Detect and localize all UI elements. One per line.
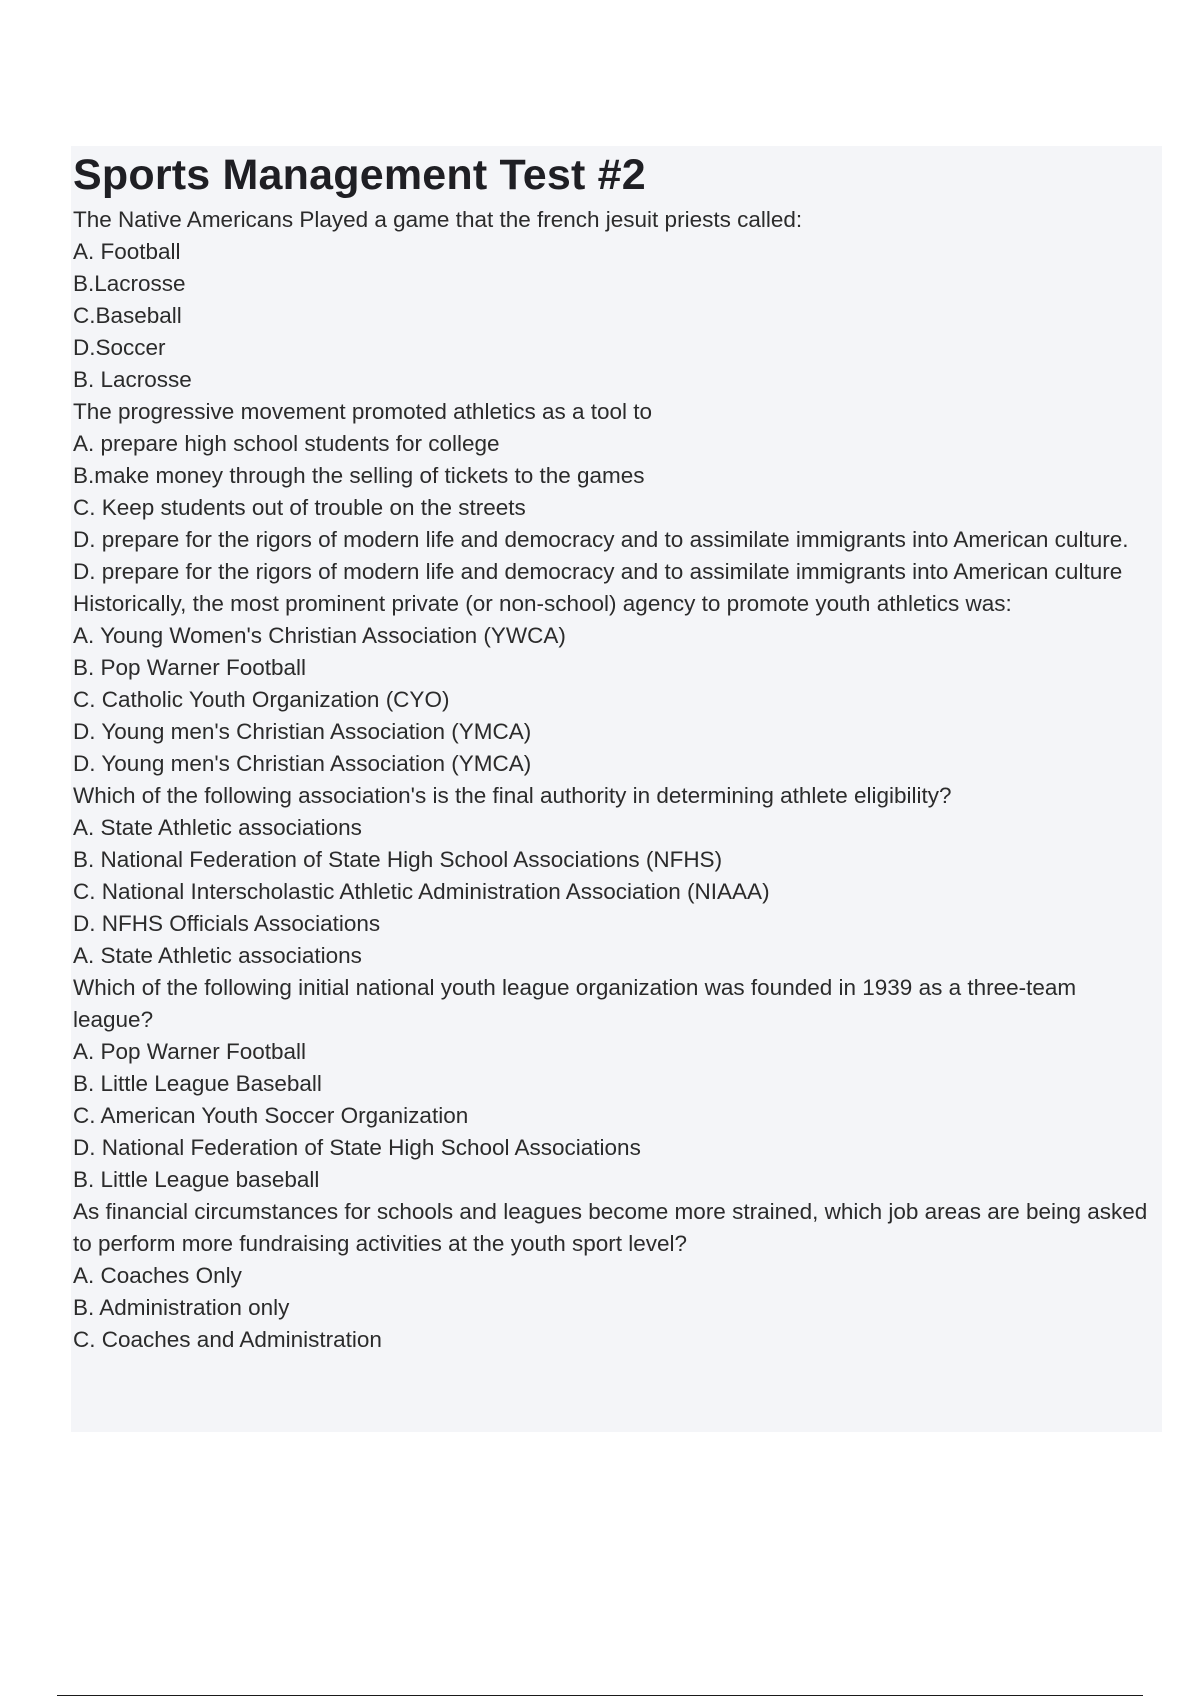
answer-option: D. NFHS Officials Associations — [73, 911, 381, 936]
answer-option: D. National Federation of State High School Associations — [73, 1135, 641, 1160]
answer-option: C. Keep students out of trouble on the streets — [73, 495, 526, 520]
answer-option: C. National Interscholastic Athletic Administration Association (NIAAA) — [73, 879, 770, 904]
question-text: Which of the following association's is the final authority in determining athlete eligibility? — [73, 783, 952, 808]
answer-option: B. Little League Baseball — [73, 1071, 322, 1096]
answer-option: A. Young Women's Christian Association (YWCA) — [73, 623, 566, 648]
page-footer-rule — [57, 1695, 1143, 1696]
answer-option: A. prepare high school students for college — [73, 431, 500, 456]
question-text: Historically, the most prominent private (or non-school) agency to promote youth athletics was: — [73, 591, 1012, 616]
correct-answer: D. prepare for the rigors of modern life and democracy and to assimilate immigrants into American culture — [73, 559, 1123, 584]
answer-option: B. Pop Warner Football — [73, 655, 307, 680]
document-content — [71, 146, 1162, 1432]
answer-option: B.Lacrosse — [73, 271, 186, 296]
answer-option: A. State Athletic associations — [73, 815, 362, 840]
answer-option: A. Coaches Only — [73, 1263, 242, 1288]
answer-option: C. American Youth Soccer Organization — [73, 1103, 469, 1128]
document-body — [73, 204, 1162, 1356]
answer-option: B.make money through the selling of tickets to the games — [73, 463, 645, 488]
correct-answer: B. Lacrosse — [73, 367, 192, 392]
correct-answer: D. Young men's Christian Association (YMCA) — [73, 751, 532, 776]
answer-option: A. Pop Warner Football — [73, 1039, 307, 1064]
question-text: Which of the following initial national youth league organization was founded in 1939 as a three-team league? — [73, 975, 1083, 1032]
answer-option: C. Catholic Youth Organization (CYO) — [73, 687, 450, 712]
answer-option: C.Baseball — [73, 303, 182, 328]
answer-option: A. Football — [73, 239, 181, 264]
answer-option: B. National Federation of State High School Associations (NFHS) — [73, 847, 723, 872]
answer-option: D.Soccer — [73, 335, 166, 360]
question-text: The progressive movement promoted athletics as a tool to — [73, 399, 653, 424]
answer-option: C. Coaches and Administration — [73, 1327, 382, 1352]
document-title: Sports Management Test #2 — [73, 151, 646, 199]
correct-answer: A. State Athletic associations — [73, 943, 362, 968]
question-text: The Native Americans Played a game that the french jesuit priests called: — [73, 207, 803, 232]
question-text: As financial circumstances for schools and leagues become more strained, which job areas are being asked to perform more fundraising activities at the youth sport level? — [73, 1199, 1154, 1256]
answer-option: B. Administration only — [73, 1295, 290, 1320]
answer-option: D. prepare for the rigors of modern life and democracy and to assimilate immigrants into American culture. — [73, 527, 1129, 552]
answer-option: D. Young men's Christian Association (YMCA) — [73, 719, 532, 744]
correct-answer: B. Little League baseball — [73, 1167, 320, 1192]
